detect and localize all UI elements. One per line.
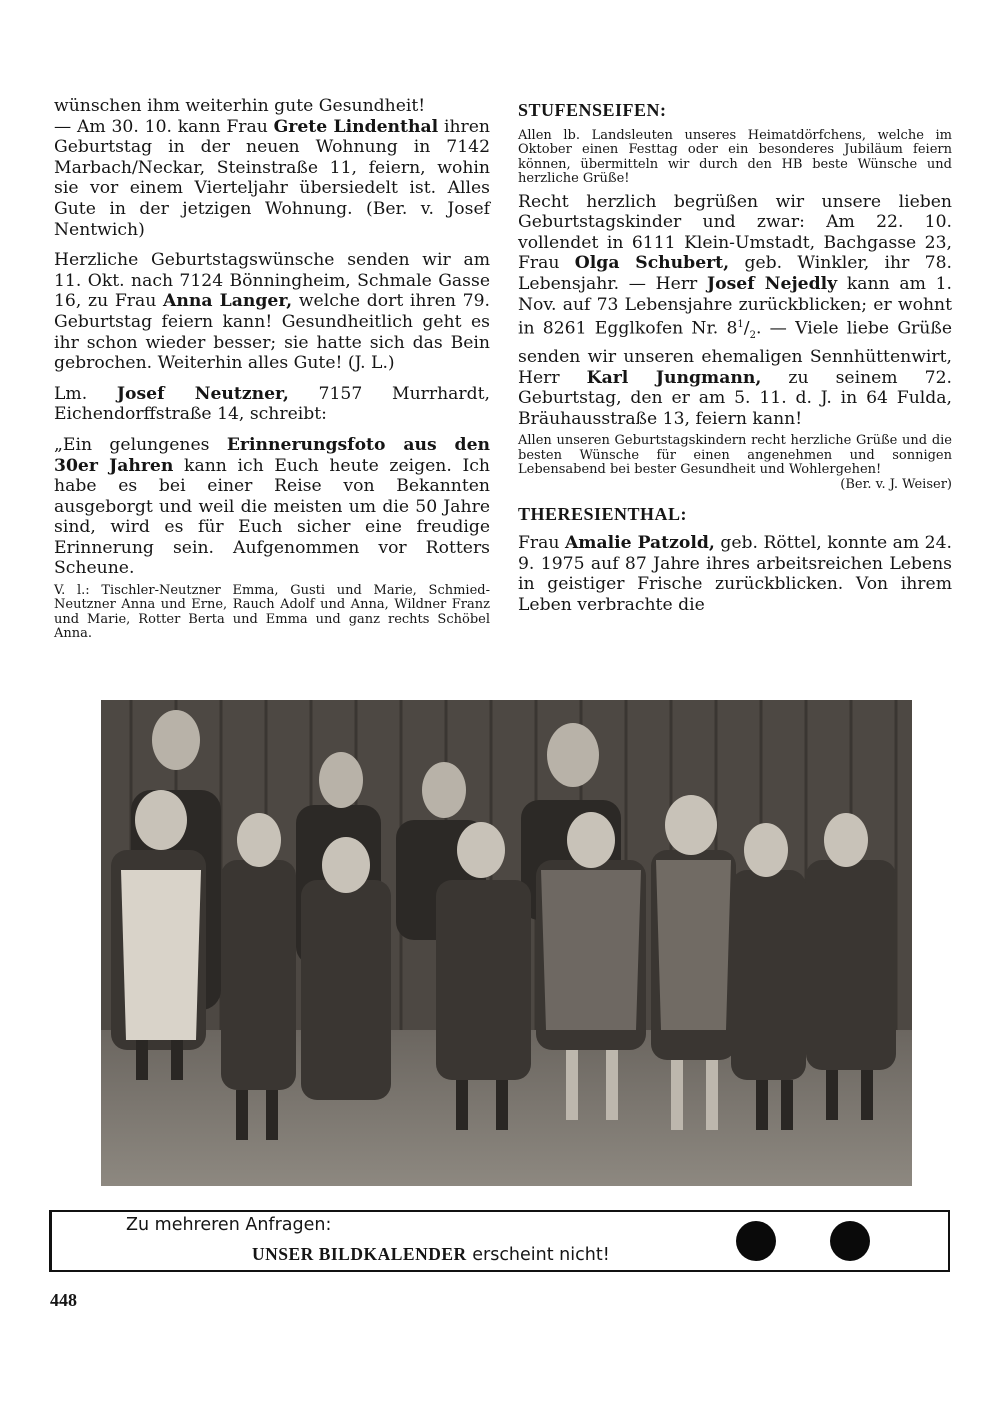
fraction-denominator: 2 (749, 330, 756, 342)
group-photo-image (101, 700, 912, 1186)
name-highlight: Karl Jungmann, (586, 367, 762, 388)
text: „Ein gelungenes (54, 434, 227, 455)
notice-box (49, 1210, 950, 1272)
text: . — Viele liebe Grüße senden wir unseren ehemaligen Sennhüttenwirt, Herr (518, 318, 952, 388)
text: geb. Winkler, ihr 78. Lebensjahr. — Herr (518, 253, 952, 294)
paragraph-patzold (518, 533, 952, 615)
text: geb. Röttel, konnte am 24. 9. 1975 auf 87 Jahre ihres arbeitsreichen Lebens in geistiger Frische zurückblicken. Von ihrem Leben verbrachte die (518, 532, 952, 615)
paragraph-quote (54, 435, 490, 579)
text: Lm. (54, 383, 117, 404)
reporter-credit: (Ber. v. J. Weiser) (840, 476, 952, 492)
bullet-dot-icon (830, 1221, 870, 1261)
name-highlight: Anna Langer, (163, 291, 293, 312)
name-highlight: Erinnerungsfoto aus den 30er Jahren (54, 434, 490, 476)
greeting-small-2: Allen unseren Geburtstagskindern recht herzliche Grüße und die besten Wünsche für einen angenehmen und sonnigen Lebensabend bei bester Gesundheit und Wohlergehen! (518, 433, 952, 478)
text: ihren Geburtstag in der neuen Wohnung in 7142 Marbach/Neckar, Steinstraße 11, feiern, wohin sie vor einem Vierteljahr übersiedelt ist. Alles Gute in der jetzigen Wohnung. (Ber. v. Josef Nentwich) (54, 116, 490, 240)
notice-rest: erscheint nicht! (466, 1245, 610, 1265)
text: kann am 1. Nov. auf 73 Lebensjahre zurückblicken; er wohnt in 8261 Egglkofen Nr. 8 (518, 274, 953, 339)
right-column (518, 96, 952, 615)
notice-highlight: UNSER BILDKALENDER (252, 1244, 467, 1264)
notice-heading: Zu mehreren Anfragen: (126, 1215, 332, 1235)
greeting-small: Allen lb. Landsleuten unseres Heimatdörfchens, welche im Oktober einen Festtag oder ein besonderes Jubiläum feiern können, übermitteln wir durch den HB beste Wünsche und herzliche Grüße! (518, 128, 952, 187)
text: — Am 30. 10. kann Frau (54, 116, 274, 137)
text: Frau (518, 532, 565, 553)
paragraph-langer (54, 250, 490, 374)
section-heading-theresienthal: THERESIENTHAL: (518, 503, 688, 524)
text: Recht herzlich begrüßen wir unsere lieben Geburtstagskinder und zwar: Am 22. 10. vollendet in 6111 Klein-Umstadt, Bachgasse 23, Frau (518, 191, 952, 274)
group-photo (101, 700, 912, 1186)
text: Herzliche Geburtstagswünsche senden wir am 11. Okt. nach 7124 Bönningheim, Schmale Gasse 16, zu Frau (54, 250, 490, 312)
text: wünschen ihm weiterhin gute Gesundheit! (54, 96, 426, 116)
paragraph-neutzner (54, 384, 490, 425)
left-column (54, 96, 490, 642)
name-highlight: Grete Lindenthal (273, 116, 439, 137)
text: zu seinem 72. Geburtstag, den er am 5. 11. d. J. in 64 Fulda, Bräuhausstraße 13, feiern kann! (518, 367, 952, 429)
name-highlight: Josef Neutzner, (116, 383, 289, 404)
photo-caption: V. l.: Tischler-Neutzner Emma, Gusti und Marie, Schmied-Neutzner Anna und Erne, Rauch Adolf und Anna, Wildner Franz und Marie, Rotter Berta und Emma und ganz rechts Schöbel Anna. (54, 583, 490, 642)
fraction-numerator: 1 (737, 319, 744, 331)
name-highlight: Olga Schubert, (574, 253, 730, 274)
paragraph-birthdays (518, 192, 952, 430)
notice-text (252, 1244, 610, 1265)
fraction-slash: / (743, 318, 750, 339)
page-number: 448 (50, 1290, 77, 1310)
text: kann ich Euch heute zeigen. Ich habe es bei einer Reise von Bekannten ausgeborgt und weil die meisten um die 50 Jahre sind, wird es für Euch sicher eine freudige Erinnerung sein. Aufgenommen vor Rotters Scheune. (54, 455, 490, 579)
bullet-dot-icon (736, 1221, 776, 1261)
text: 7157 Murrhardt, Eichendorffstraße 14, schreibt: (54, 383, 490, 425)
section-heading-stufenseifen: STUFENSEIFEN: (518, 100, 667, 120)
name-highlight: Amalie Patzold, (564, 532, 715, 553)
name-highlight: Josef Nejedly (706, 274, 838, 294)
text: welche dort ihren 79. Geburtstag feiern kann! Gesundheitlich geht es ihr schon wieder besser; sie hatte sich das Bein gebrochen. Weiterhin alles Gute! (J. L.) (54, 291, 490, 374)
paragraph-lindenthal (54, 96, 490, 240)
